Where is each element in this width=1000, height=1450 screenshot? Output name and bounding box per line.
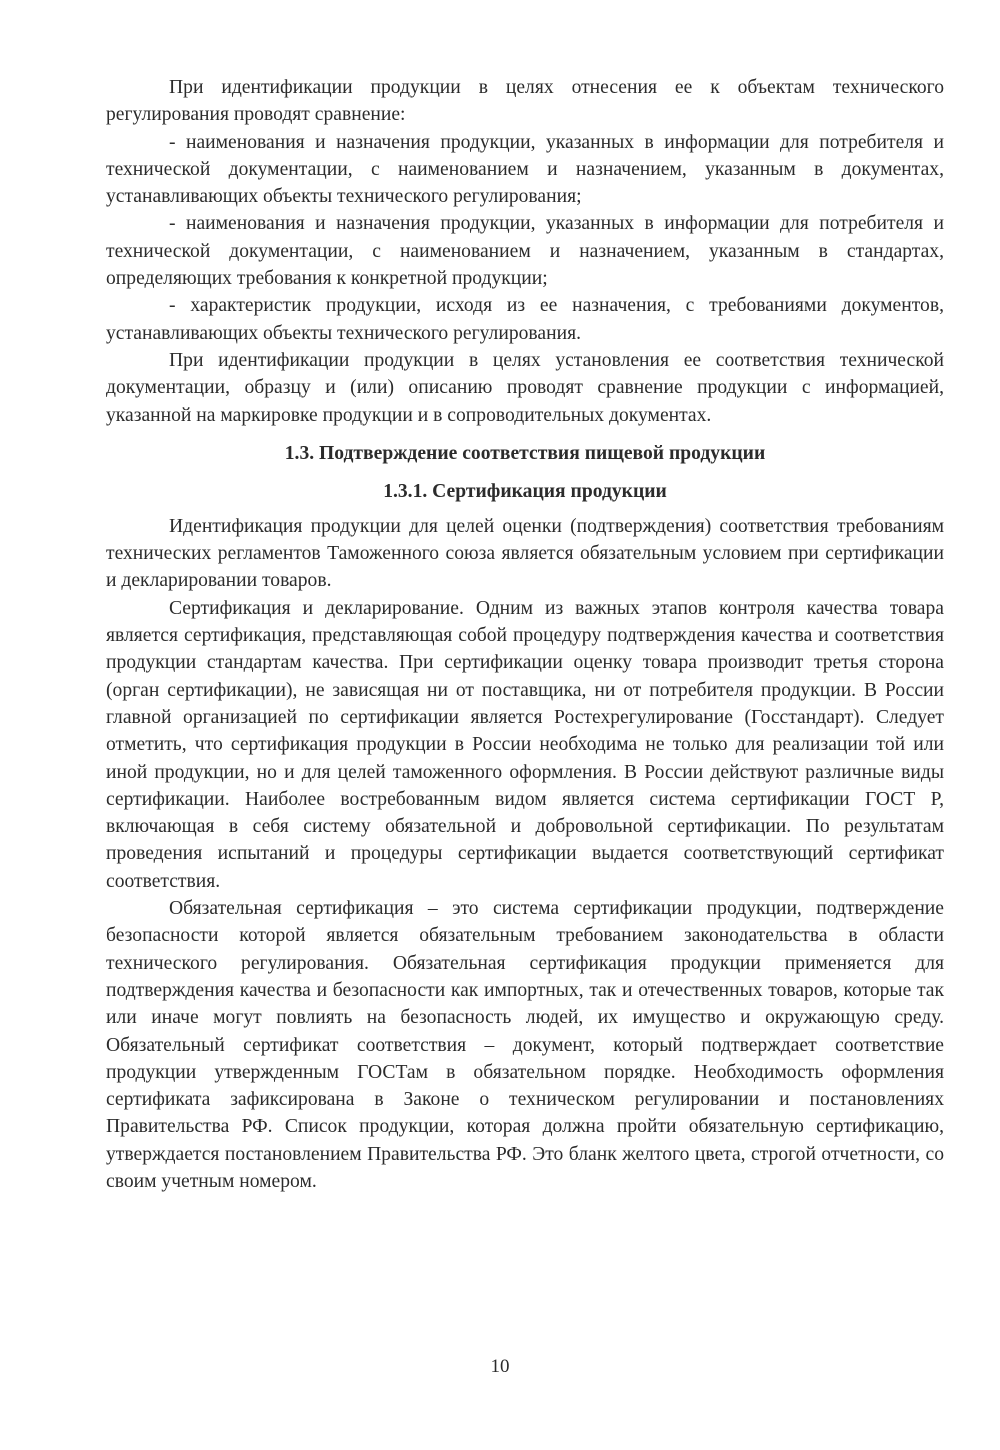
paragraph-identification-intro: При идентификации продукции в целях отнесения ее к объектам технического регулирования проводят сравнение:	[106, 77, 944, 126]
page-content	[106, 74, 944, 1195]
page-number: 10	[490, 1356, 510, 1377]
paragraph-identification-purpose: Идентификация продукции для целей оценки (подтверждения) соответствия требованиям технических регламентов Таможенного союза является обязательным условием при сертификации и декларировании товаров.	[106, 515, 944, 592]
paragraph-identification-conformity: При идентификации продукции в целях установления ее соответствия технической документации, образцу и (или) описанию проводят сравнение продукции с информацией, указанной на маркировке продукции и в сопроводительных документах.	[106, 349, 944, 426]
list-item-names-documents: - наименования и назначения продукции, указанных в информации для потребителя и технической документации, с наименованием и назначением, указанным в документах, устанавливающих объекты технического регулирования;	[106, 131, 944, 208]
paragraph-mandatory-certification: Обязательная сертификация – это система сертификации продукции, подтверждение безопасности которой является обязательным требованием законодательства в области технического регулирования. Обязательная сертификация продукции применяется для подтверждения качества и безопасности как импортных, так и отечественных товаров, которые так или иначе могут повлиять на безопасность людей, их имущество и окружающую среду. Обязательный сертификат соответствия – документ, который подтверждает соответствие продукции утвержденным ГОСТам в обязательном порядке. Необходимость оформления сертификата зафиксирована в Законе о техническом регулировании и постановлениях Правительства РФ. Список продукции, которая должна пройти обязательную сертификацию, утверждается постановлением Правительства РФ. Это бланк желтого цвета, строгой отчетности, со своим учетным номером.	[106, 898, 944, 1192]
list-item-names-standards: - наименования и назначения продукции, указанных в информации для потребителя и технической документации, с наименованием и назначением, указанным в стандартах, определяющих требования к конкретной продукции;	[106, 213, 944, 290]
list-item-characteristics: - характеристик продукции, исходя из ее назначения, с требованиями документов, устанавливающих объекты технического регулирования.	[106, 295, 944, 344]
section-heading: 1.3. Подтверждение соответствия пищевой продукции	[284, 442, 766, 464]
paragraph-certification-declaration: Сертификация и декларирование. Одним из важных этапов контроля качества товара является сертификация, представляющая собой процедуру подтверждения качества и соответствия продукции стандартам качества. При сертификации оценку товара производит третья сторона (орган сертификации), не зависящая ни от поставщика, ни от потребителя продукции. В России главной организацией по сертификации является Ростехрегулирование (Госстандарт). Следует отметить, что сертификация продукции в России необходима не только для реализации той или иной продукции, но и для целей таможенного оформления. В России действуют различные виды сертификации. Наиболее востребованным видом является система сертификации ГОСТ Р, включающая в себя систему обязательной и добровольной сертификации. По результатам проведения испытаний и процедуры сертификации выдается соответствующий сертификат соответствия.	[106, 597, 944, 892]
subsection-heading: 1.3.1. Сертификация продукции	[383, 480, 667, 502]
